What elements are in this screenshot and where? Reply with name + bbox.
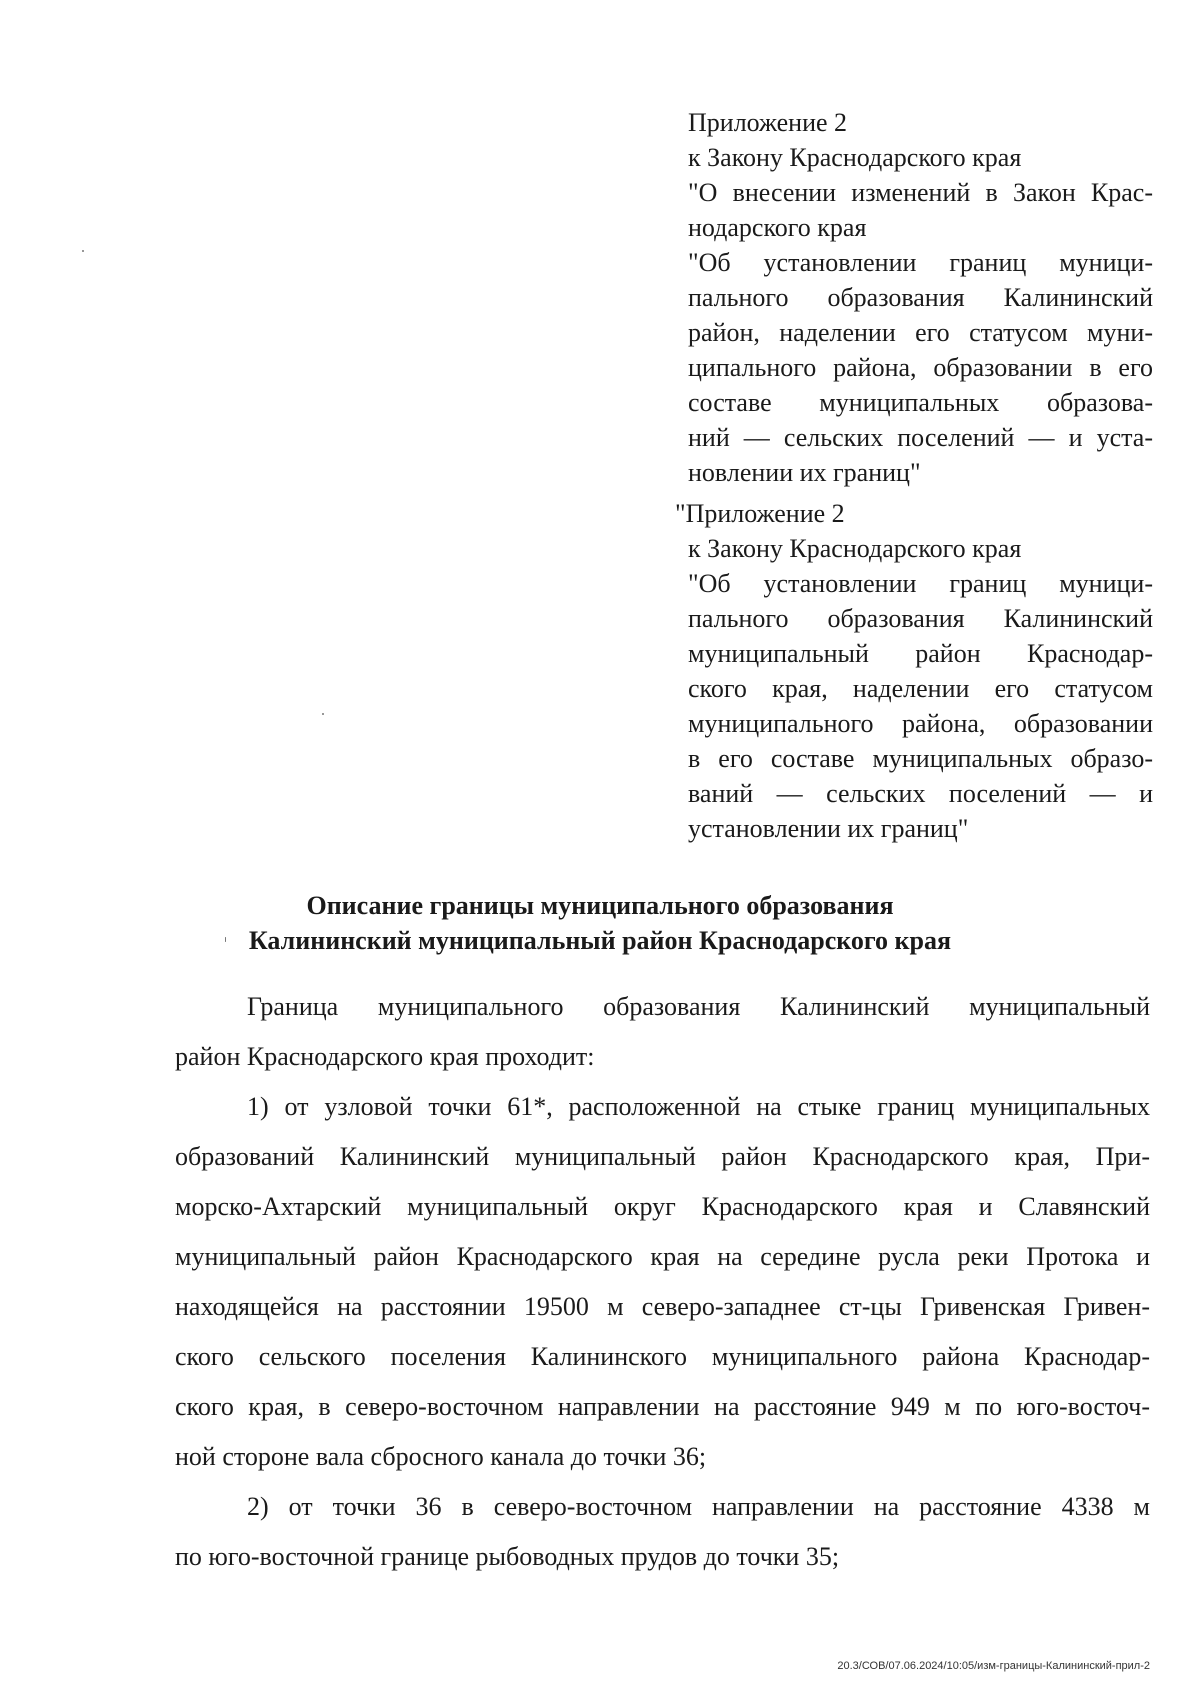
appendix-law-title-line: установлении их границ" [688, 814, 969, 843]
paragraph-line: морско-Ахтарский муниципальный округ Краснодарского края и Славянский [175, 1192, 1150, 1221]
appendix-law-title-line: новлении их границ" [688, 458, 921, 487]
boundary-item-1 [175, 1082, 1150, 1482]
appendix-law-title-line: ского края, наделении его статусом [688, 674, 1153, 703]
scan-speck [322, 713, 324, 715]
appendix-header-new [675, 496, 1153, 846]
appendix-law-title-line: район, наделении его статусом муни- [688, 318, 1153, 347]
paragraph-line: 1) от узловой точки 61*, расположенной на стыке границ муниципальных [247, 1092, 1150, 1121]
appendix-law-title-line: муниципального района, образовании [688, 709, 1153, 738]
appendix-law-ref: к Закону Краснодарского края [688, 143, 1022, 172]
paragraph-line: находящейся на расстоянии 19500 м северо-западнее ст-цы Гривенская Гривен- [175, 1292, 1150, 1321]
paragraph-line: образований Калининский муниципальный район Краснодарского края, При- [175, 1142, 1150, 1171]
appendix-number: Приложение 2 [688, 108, 848, 137]
appendix-law-title-line: пального образования Калининский [688, 283, 1153, 312]
appendix-law-title-line: составе муниципальных образова- [688, 388, 1153, 417]
appendix-law-title-line: "О внесении изменений в Закон Крас- [688, 178, 1153, 207]
appendix-law-title-line: пального образования Калининский [688, 604, 1153, 633]
paragraph-line: ского сельского поселения Калининского муниципального района Краснодар- [175, 1342, 1150, 1371]
title-line-1: Описание границы муниципального образования [306, 891, 894, 920]
appendix-law-title-line: ний — сельских поселений — и уста- [688, 423, 1153, 452]
paragraph-line: ной стороне вала сбросного канала до точки 36; [175, 1442, 707, 1471]
appendix-law-title-line: ципального района, образовании в его [688, 353, 1153, 382]
scan-speck [82, 250, 84, 252]
appendix-law-title-line: муниципальный район Краснодар- [688, 639, 1153, 668]
paragraph-line: муниципальный район Краснодарского края на середине русла реки Протока и [175, 1242, 1150, 1271]
paragraph-line: 2) от точки 36 в северо-восточном направлении на расстояние 4338 м [247, 1492, 1150, 1521]
boundary-item-2 [175, 1482, 1150, 1582]
paragraph-line: по юго-восточной границе рыбоводных прудов до точки 35; [175, 1542, 840, 1571]
appendix-law-title-line: в его составе муниципальных образо- [688, 744, 1153, 773]
appendix-law-title-line: "Об установлении границ муници- [688, 248, 1153, 277]
title-line-2: Калининский муниципальный район Краснодарского края [248, 926, 952, 955]
document-footer-code: 20.3/СОВ/07.06.2024/10:05/изм-границы-Калининский-прил-2 [837, 1660, 1150, 1672]
paragraph-line: район Краснодарского края проходит: [175, 1042, 595, 1071]
intro-paragraph [175, 982, 1150, 1082]
appendix-header-current [688, 105, 1153, 490]
appendix-number: "Приложение 2 [675, 499, 845, 528]
appendix-law-title-line: "Об установлении границ муници- [688, 569, 1153, 598]
appendix-law-title-line: нодарского края [688, 213, 867, 242]
paragraph-line: ского края, в северо-восточном направлении на расстояние 949 м по юго-восточ- [175, 1392, 1150, 1421]
paragraph-line: Граница муниципального образования Калининский муниципальный [247, 992, 1150, 1021]
appendix-law-ref: к Закону Краснодарского края [688, 534, 1022, 563]
appendix-law-title-line: ваний — сельских поселений — и [688, 779, 1153, 808]
document-title [0, 888, 1200, 958]
document-body [175, 982, 1150, 1582]
